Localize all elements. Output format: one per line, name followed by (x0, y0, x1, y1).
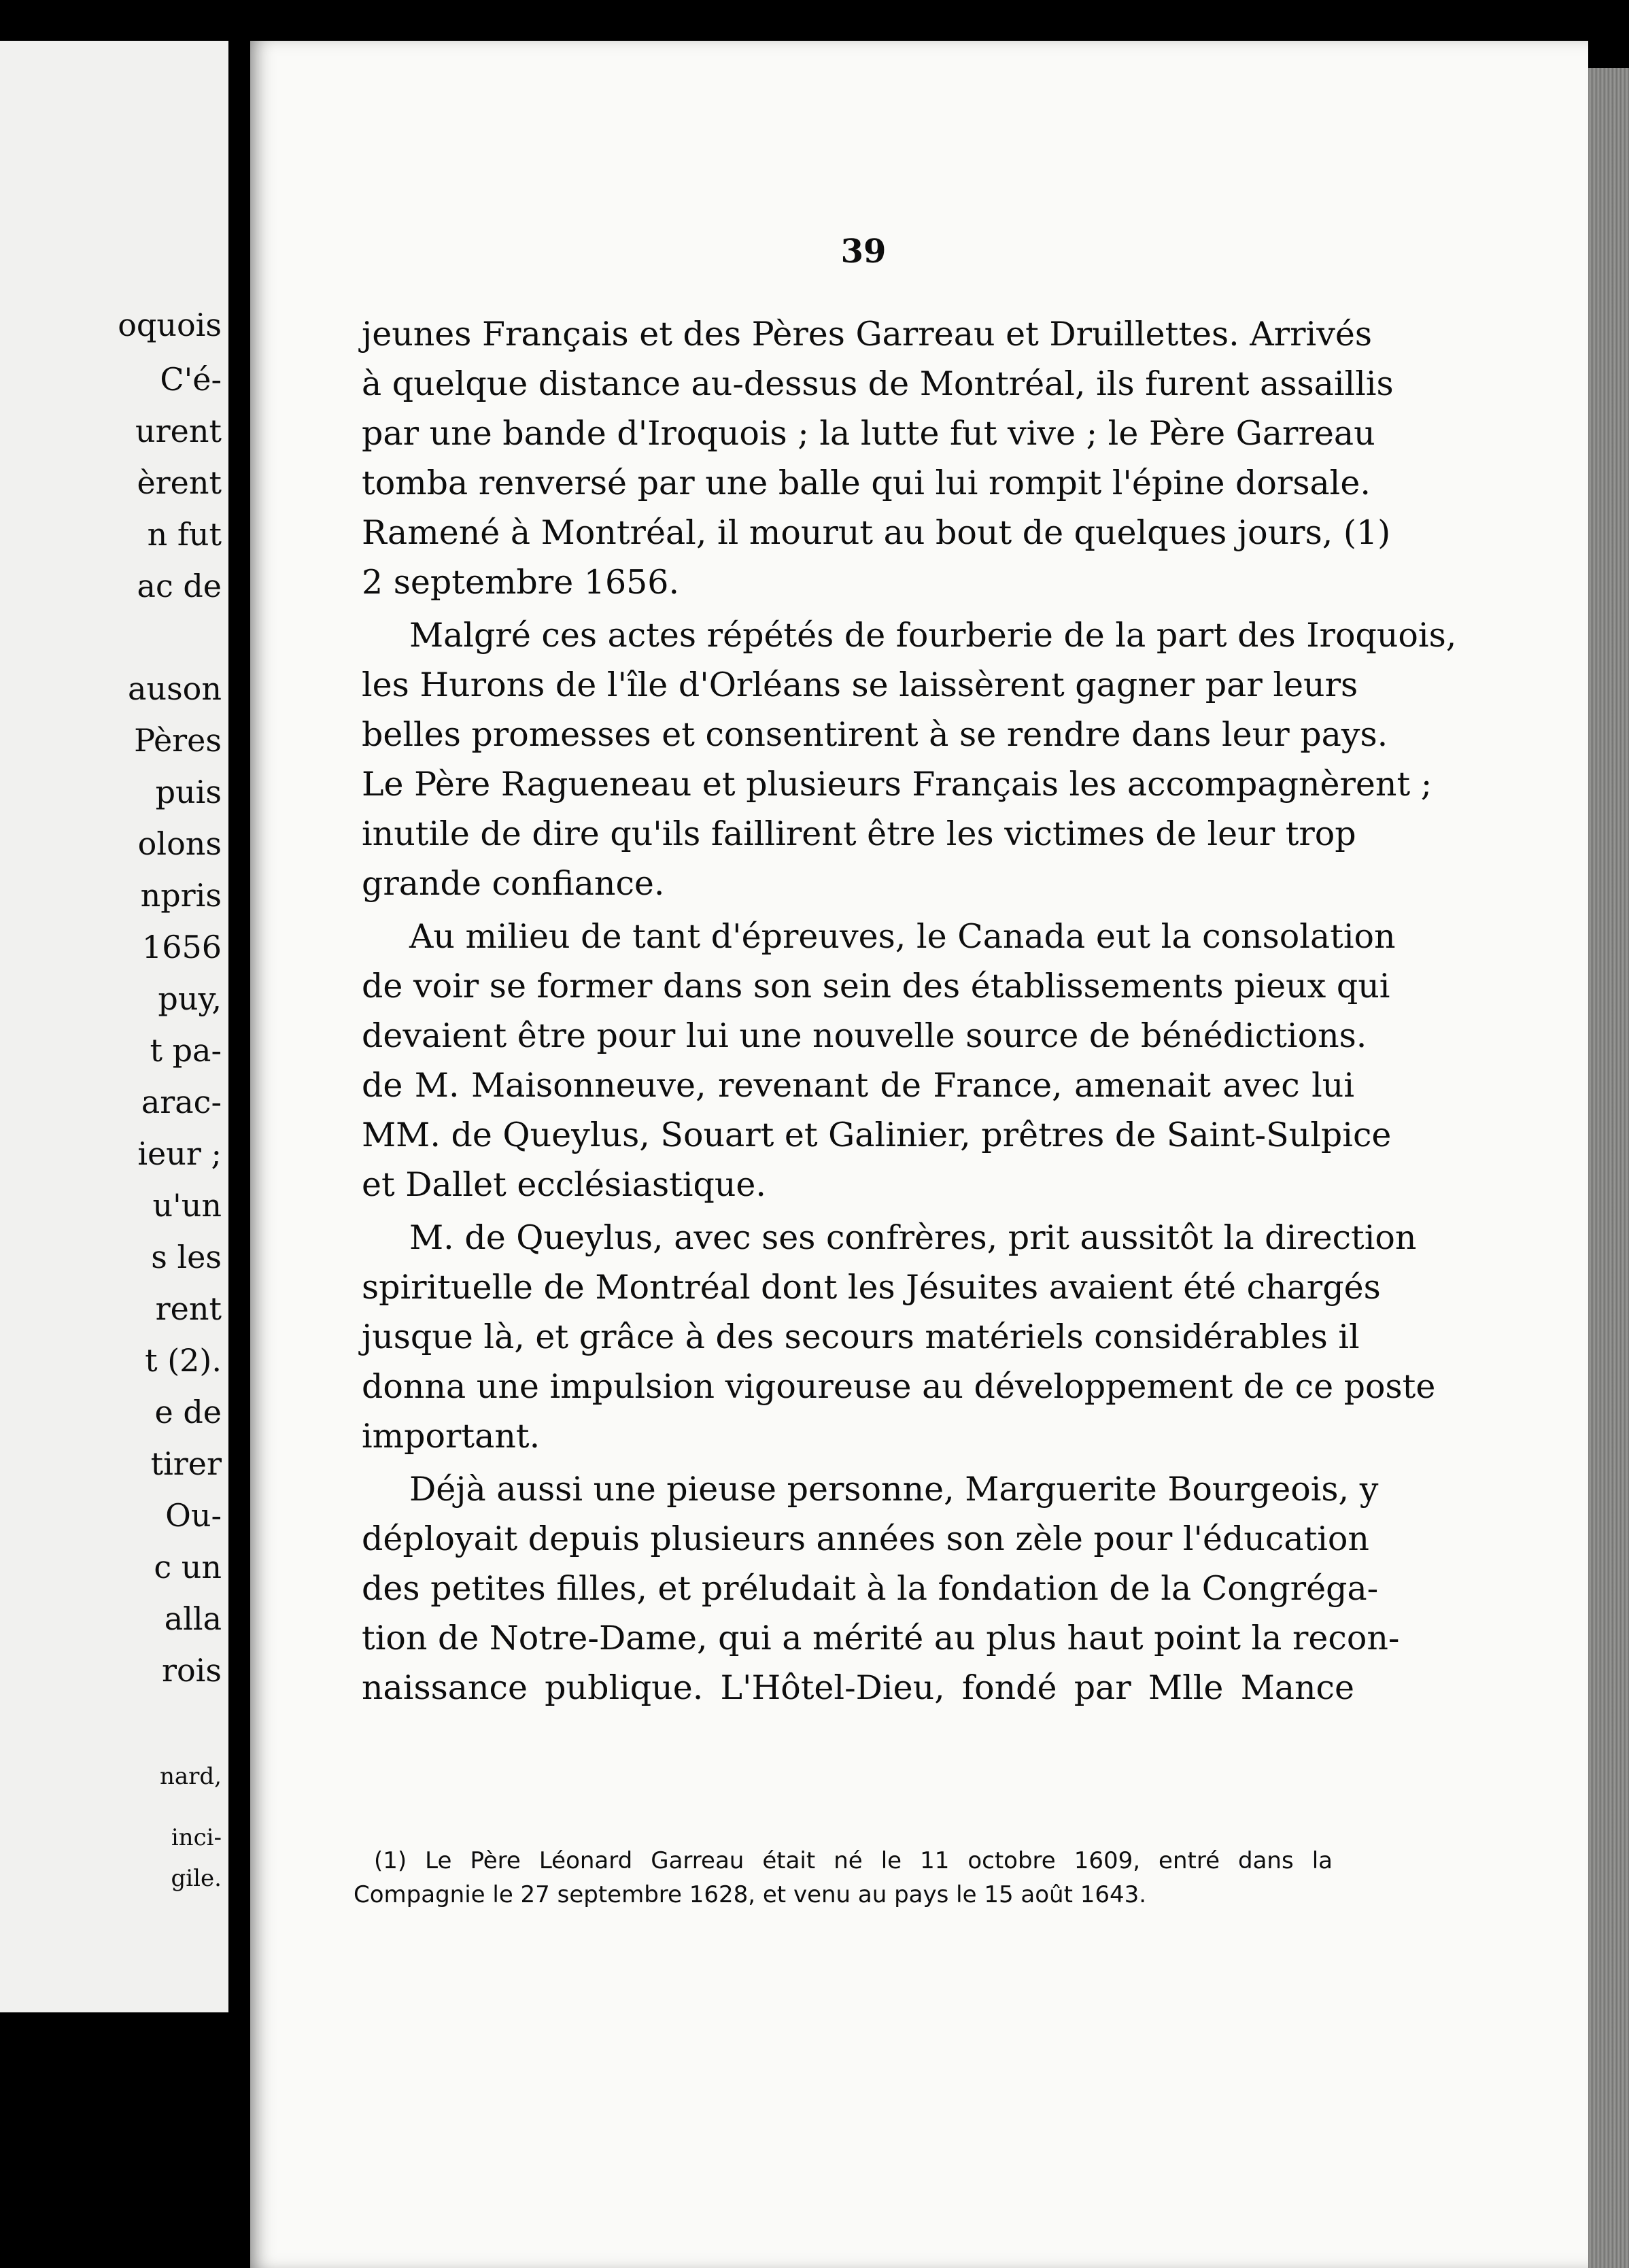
paragraph (362, 1213, 1436, 1461)
paragraph (362, 309, 1394, 607)
left-fragment: u'un (152, 1187, 222, 1224)
left-fragment: 1656 (141, 929, 222, 965)
footnote-line: Compagnie le 27 septembre 1628, et venu au pays le 15 août 1643. (354, 1881, 1147, 1908)
left-fragment: ieur ; (137, 1135, 222, 1172)
left-fragment: èrent (137, 464, 222, 501)
text-line: Ramené à Montréal, il mourut au bout de quelques jours, (1) (362, 513, 1391, 552)
text-line: 2 septembre 1656. (362, 563, 680, 602)
page-number: 39 (840, 233, 887, 271)
left-fragment: oquois (118, 307, 222, 343)
text-line: tomba renversé par une balle qui lui rompit l'épine dorsale. (362, 464, 1371, 502)
left-fragment: npris (140, 877, 222, 914)
page-stack-edge (1588, 68, 1629, 2268)
previous-page-edge (0, 41, 228, 2012)
left-fragment: olons (137, 825, 222, 862)
text-line: jusque là, et grâce à des secours matériels considérables il (362, 1318, 1360, 1356)
text-line: M. de Queylus, avec ses confrères, prit aussitôt la direction (409, 1218, 1417, 1257)
text-line: important. (362, 1417, 541, 1456)
left-fragment: puis (155, 774, 222, 810)
left-fragment: nard, (160, 1763, 222, 1790)
left-fragment: n fut (147, 516, 222, 553)
text-line: Malgré ces actes répétés de fourberie de la part des Iroquois, (409, 616, 1457, 655)
left-fragment: tirer (150, 1445, 222, 1482)
paragraph (362, 1464, 1400, 1713)
text-line: les Hurons de l'île d'Orléans se laissèrent gagner par leurs (362, 666, 1358, 704)
left-fragment: Pères (134, 722, 222, 759)
left-fragment: inci- (171, 1824, 222, 1851)
left-fragment: gile. (171, 1865, 222, 1892)
text-line: naissance publique. L'Hôtel-Dieu, fondé par Mlle Mance (362, 1668, 1354, 1707)
paragraph (362, 611, 1457, 908)
left-fragment: rois (161, 1652, 222, 1689)
left-fragment: C'é- (160, 361, 222, 398)
text-line: grande confiance. (362, 864, 665, 903)
text-line: inutile de dire qu'ils faillirent être les victimes de leur trop (362, 814, 1356, 853)
text-line: tion de Notre-Dame, qui a mérité au plus haut point la recon- (362, 1619, 1400, 1657)
left-fragment: e de (154, 1394, 222, 1430)
left-fragment: s les (151, 1239, 222, 1275)
text-line: donna une impulsion vigoureuse au développement de ce poste (362, 1367, 1436, 1406)
text-line: par une bande d'Iroquois ; la lutte fut vive ; le Père Garreau (362, 414, 1375, 453)
left-fragment: arac- (141, 1084, 222, 1120)
left-fragment: urent (135, 413, 222, 449)
left-fragment: auson (128, 670, 222, 707)
text-line: spirituelle de Montréal dont les Jésuites avaient été chargés (362, 1268, 1381, 1307)
body-text (362, 309, 1457, 1713)
text-line: et Dallet ecclésiastique. (362, 1165, 766, 1204)
left-fragment: t (2). (145, 1342, 222, 1379)
text-line: MM. de Queylus, Souart et Galinier, prêtres de Saint-Sulpice (362, 1116, 1392, 1154)
footnote-line: (1) Le Père Léonard Garreau était né le 11 octobre 1609, entré dans la (374, 1847, 1333, 1874)
text-line: jeunes Français et des Pères Garreau et Druillettes. Arrivés (362, 315, 1373, 354)
text-line: devaient être pour lui une nouvelle source de bénédictions. (362, 1016, 1367, 1055)
text-line: belles promesses et consentirent à se rendre dans leur pays. (362, 715, 1388, 754)
paragraph (362, 912, 1396, 1209)
text-line: Déjà aussi une pieuse personne, Marguerite Bourgeois, y (409, 1470, 1379, 1509)
text-line: de voir se former dans son sein des établissements pieux qui (362, 967, 1390, 1006)
left-fragment: ac de (137, 568, 222, 604)
left-fragment: t pa- (150, 1032, 222, 1069)
footnote (354, 1844, 1333, 1912)
left-fragment: alla (164, 1600, 222, 1637)
left-fragment: c un (154, 1549, 222, 1585)
text-line: des petites filles, et préludait à la fondation de la Congréga- (362, 1569, 1379, 1608)
text-line: de M. Maisonneuve, revenant de France, amenait avec lui (362, 1066, 1354, 1105)
text-line: Au milieu de tant d'épreuves, le Canada eut la consolation (409, 917, 1396, 956)
text-line: Le Père Ragueneau et plusieurs Français les accompagnèrent ; (362, 765, 1433, 804)
left-fragment: Ou- (165, 1497, 222, 1534)
text-line: déployait depuis plusieurs années son zèle pour l'éducation (362, 1519, 1369, 1558)
left-fragment: puy, (158, 980, 222, 1017)
left-fragment: rent (155, 1290, 222, 1327)
text-line: à quelque distance au-dessus de Montréal, ils furent assaillis (362, 364, 1394, 403)
